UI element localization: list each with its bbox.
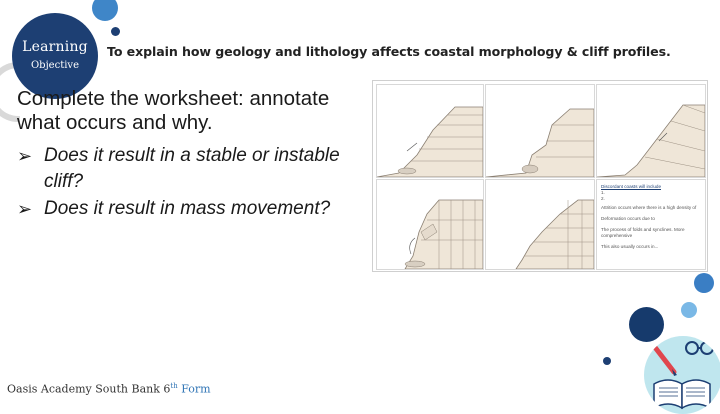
question-text: Does it result in mass movement?	[44, 198, 331, 219]
cliff-diagram	[486, 85, 594, 177]
decor-dot-top-blue	[92, 0, 118, 21]
decor-dot-right-navy	[629, 307, 664, 342]
cliff-diagram	[597, 85, 705, 177]
worksheet-cell	[596, 84, 706, 178]
badge-subtitle: Objective	[30, 60, 79, 71]
question-item	[17, 196, 377, 222]
footer-suffix: Form	[177, 382, 211, 396]
decor-dot-right-blue	[694, 273, 714, 293]
pencil-icon	[654, 346, 677, 376]
question-item	[17, 143, 377, 195]
worksheet-notes-cell	[596, 179, 706, 270]
instruction-text: Complete the worksheet: annotate what occurs and why.	[17, 87, 330, 134]
worksheet-cell	[485, 179, 595, 270]
note-line: Attrition occurs where there is a high density of	[601, 205, 697, 210]
decor-dot-top-navy	[111, 27, 120, 36]
note-line: 2.	[601, 196, 605, 201]
arrow-bullet-icon: ➢	[17, 199, 33, 219]
note-line: The process of folds and synclines. More comprehensive	[601, 227, 685, 238]
note-line: Discordant coasts will include	[601, 184, 661, 189]
decor-dot-right-small	[603, 357, 611, 365]
footer-sup: th	[170, 382, 178, 390]
worksheet-notes	[601, 184, 703, 250]
note-line: This also usually occurs in...	[601, 244, 659, 249]
question-text: Does it result in a stable or instable cliff?	[44, 145, 340, 192]
note-line: 1.	[601, 190, 605, 195]
worksheet-image	[372, 80, 708, 272]
arrow-bullet-icon: ➢	[17, 146, 33, 166]
cliff-diagram	[486, 180, 594, 269]
worksheet-cell	[485, 84, 595, 178]
decor-dot-right-sky	[681, 302, 697, 318]
footer-main: Oasis Academy South Bank 6	[7, 382, 171, 396]
badge-title: Learning	[22, 39, 88, 55]
footer-text	[7, 382, 211, 396]
question-list	[17, 143, 377, 223]
cliff-diagram	[377, 180, 483, 269]
book-icon	[654, 380, 710, 408]
cliff-diagram	[377, 85, 483, 177]
worksheet-cell	[376, 84, 484, 178]
glasses-icon	[686, 342, 713, 354]
objective-text: To explain how geology and lithology affects coastal morphology & cliff profiles.	[107, 44, 671, 59]
book-illustration	[644, 336, 720, 414]
worksheet-cell	[376, 179, 484, 270]
note-line: Deformation occurs due to	[601, 216, 655, 221]
